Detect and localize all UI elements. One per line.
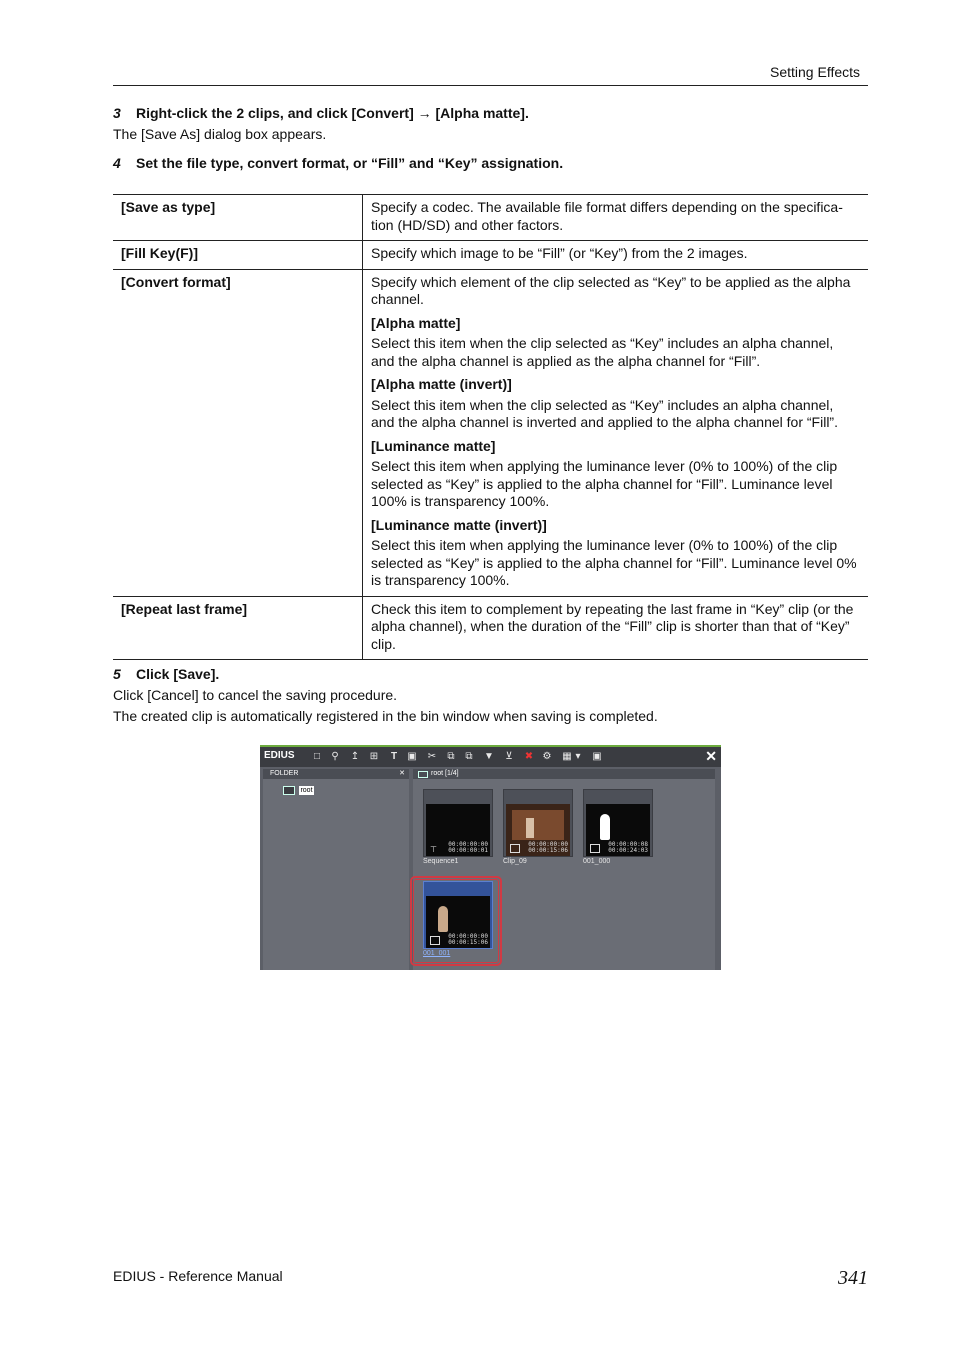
bin-icon[interactable]: ▣ <box>592 751 602 762</box>
clip-timecode: 00:00:00:08 00:00:24:03 <box>608 841 648 854</box>
search-icon[interactable]: ⚲ <box>331 751 339 762</box>
close-icon[interactable]: ✕ <box>399 770 405 777</box>
up-folder-icon[interactable]: ↥ <box>350 751 360 762</box>
clip-timecode: 00:00:00:00 00:00:15:06 <box>448 933 488 946</box>
row-desc: Check this item to complement by repeating the last frame in “Key” clip (or the alpha channel), when the duration of the “Fill” clip is shorter than that of “Key” clip. <box>363 596 869 660</box>
clip-timecode: 00:00:00:00 00:00:00:01 <box>448 841 488 854</box>
option-text: Select this item when applying the luminance lever (0% to 100%) of the clip selected as “Key” is applied to the alpha channel for “Fill”. Luminance level 100% is transparency 100%. <box>371 458 838 509</box>
step-4 <box>113 155 563 171</box>
new-folder-icon[interactable]: □ <box>313 751 321 762</box>
folder-panel <box>263 769 409 970</box>
color-bar-icon[interactable]: ▣ <box>407 751 417 762</box>
clip-thumbnail[interactable] <box>583 789 653 866</box>
clip-name: Sequence1 <box>423 858 459 865</box>
settings-table <box>113 194 868 660</box>
table-row <box>113 195 868 241</box>
step-text: Click [Save]. <box>136 666 220 682</box>
option-heading: [Luminance matte] <box>371 437 496 454</box>
table-row <box>113 596 868 660</box>
step-5 <box>113 666 219 682</box>
paste-icon[interactable]: ⧉ <box>465 751 473 762</box>
chevron-down-icon[interactable]: ▾ <box>575 751 581 762</box>
clip-name: Clip_09 <box>503 858 527 865</box>
view-mode-icon[interactable]: ▦ <box>562 751 572 762</box>
clip-thumbnail[interactable] <box>503 789 573 866</box>
option-text: Select this item when the clip selected as “Key” includes an alpha channel, and the alpha channel is inverted and applied to the alpha channel for “Fill”. <box>371 396 838 430</box>
row-key: [Fill Key(F)] <box>113 241 363 270</box>
row-desc: Specify a codec. The available file format differs depending on the specifica-tion (HD/SD) and other factors. <box>363 195 869 241</box>
option-text: Select this item when the clip selected as “Key” includes an alpha channel, and the alpha channel is applied as the alpha channel for “Fill”. <box>371 335 834 369</box>
footer-title: EDIUS - Reference Manual <box>113 1268 283 1284</box>
player-icon[interactable]: ▼ <box>484 751 494 762</box>
row-desc: Specify which image to be “Fill” (or “Key”) from the 2 images. <box>363 241 869 270</box>
clip-timecode: 00:00:00:00 00:00:15:06 <box>528 841 568 854</box>
row-key: [Convert format] <box>113 269 363 596</box>
delete-icon[interactable]: ✖ <box>524 751 534 762</box>
clip-preview <box>586 804 650 856</box>
clip-name: 001_000 <box>583 858 611 865</box>
add-clip-icon[interactable]: ⊞ <box>369 751 379 762</box>
close-icon[interactable]: ✕ <box>705 748 717 764</box>
folder-icon <box>418 771 428 778</box>
folder-label: root <box>300 787 313 795</box>
option-heading: [Alpha matte (invert)] <box>371 376 512 392</box>
bin-toolbar <box>260 745 721 767</box>
clip-view-title: root [1/4] <box>431 770 459 777</box>
option-heading: [Luminance matte (invert)] <box>371 516 547 533</box>
step-5-note-1: Click [Cancel] to cancel the saving procedure. <box>113 687 398 703</box>
folder-panel-header <box>263 769 409 779</box>
step-text: Set the file type, convert format, or “Fill” and “Key” assignation. <box>136 155 564 171</box>
row-key: [Save as type] <box>113 195 363 241</box>
step-text: Right-click the 2 clips, and click [Convert] → [Alpha matte]. <box>136 105 529 121</box>
step-number: 4 <box>113 155 121 171</box>
bin-window-screenshot <box>260 745 721 970</box>
step-5-note-2: The created clip is automatically registered in the bin window when saving is completed. <box>113 708 658 724</box>
clip-view-header <box>413 769 715 779</box>
running-header: Setting Effects <box>770 64 861 80</box>
sequence-icon: ⊤ <box>430 845 437 854</box>
step-3-note: The [Save As] dialog box appears. <box>113 126 327 142</box>
edius-logo: EDIUS <box>264 750 295 761</box>
step-number: 3 <box>113 105 121 121</box>
video-clip-icon <box>510 844 520 853</box>
folder-tree-root[interactable] <box>283 782 314 795</box>
header-rule <box>113 85 868 86</box>
row-desc-group <box>363 269 869 596</box>
step-number: 5 <box>113 666 121 682</box>
copy-icon[interactable]: ⧉ <box>447 751 455 762</box>
table-row <box>113 269 868 596</box>
row-desc: Specify which element of the clip selected as “Key” to be applied as the alpha channel. <box>371 273 851 307</box>
folder-panel-title: FOLDER <box>270 770 299 777</box>
step-3 <box>113 105 529 121</box>
properties-icon[interactable]: ⚙ <box>542 751 552 762</box>
option-text: Select this item when applying the luminance lever (0% to 100%) of the clip selected as “Key” is applied to the alpha channel for “Fill”. Luminance level 0% is transparency 100%. <box>371 537 857 588</box>
page-number: 341 <box>838 1267 868 1289</box>
timeline-icon[interactable]: ⊻ <box>505 751 513 762</box>
option-heading: [Alpha matte] <box>371 314 461 331</box>
cut-icon[interactable]: ✂ <box>427 751 437 762</box>
row-key: [Repeat last frame] <box>113 596 363 660</box>
title-icon[interactable]: T <box>390 751 398 762</box>
clip-preview <box>506 804 570 856</box>
clip-thumbnail[interactable] <box>423 789 493 866</box>
clip-preview <box>426 804 490 856</box>
table-row <box>113 241 868 270</box>
video-clip-icon <box>590 844 600 853</box>
clip-name: 001_001 <box>423 950 451 957</box>
highlight-callout-inner <box>413 879 499 963</box>
folder-icon <box>283 786 295 795</box>
